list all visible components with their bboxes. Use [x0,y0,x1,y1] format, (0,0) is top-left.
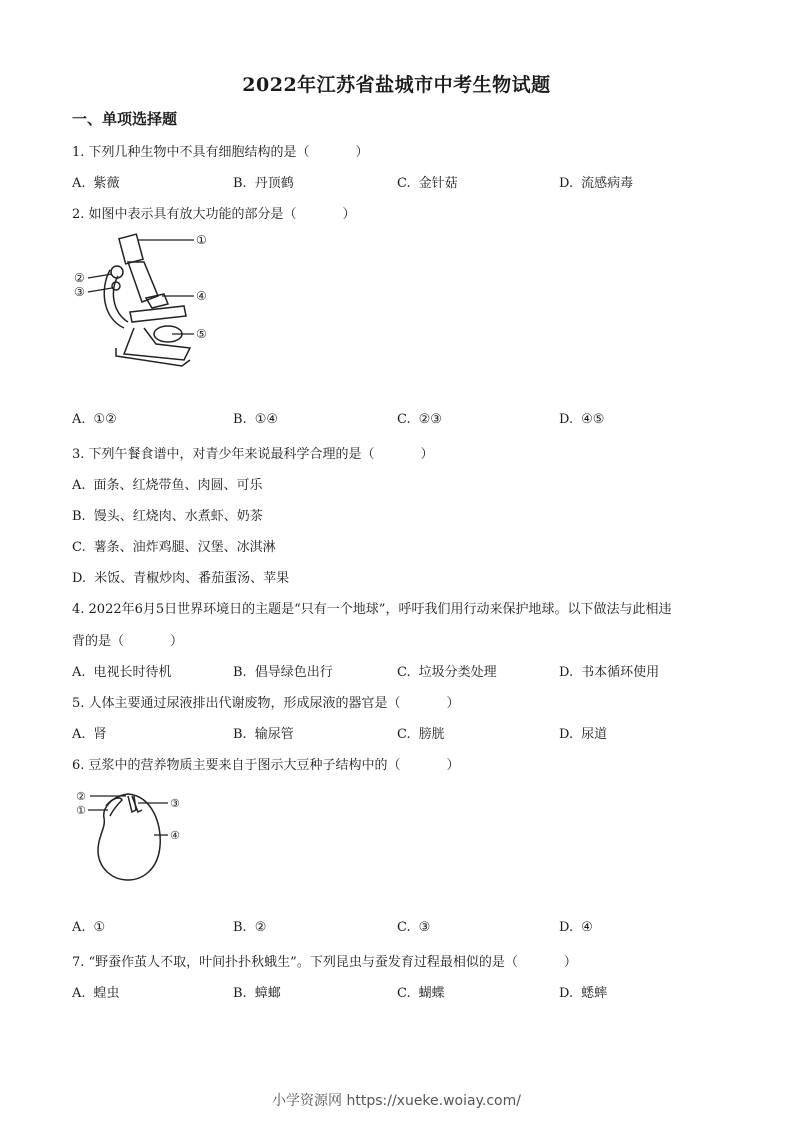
stem-paren: ） [342,207,356,222]
option-letter: C. [72,540,86,555]
option-text: 蟑螂 [254,986,281,1001]
option-letter: A. [72,478,86,493]
option-text: 肾 [93,727,107,742]
stem-text: 7. “野蚕作茧人不取，叶间扑扑秋蛾生”。下列昆虫与蚕发育过程最相似的是（ [72,955,518,970]
question-5-stem [72,692,460,711]
option-text: ③ [418,920,431,935]
option-letter: B. [233,412,247,427]
option-text: 金针菇 [418,176,458,191]
option-text: 倡导绿色出行 [254,665,333,680]
option-a[interactable] [72,982,120,1001]
option-letter: C. [397,727,411,742]
microscope-diagram [72,228,222,368]
option-text: 流感病毒 [581,176,634,191]
option-c[interactable] [397,920,430,935]
option-a[interactable] [72,474,263,493]
option-b[interactable] [72,505,263,524]
svg-text:⑤: ⑤ [196,327,207,341]
stem-text: 2. 如图中表示具有放大功能的部分是（ [72,207,297,222]
option-text: ①② [93,412,117,427]
option-letter: A. [72,412,86,427]
option-letter: B. [72,509,86,524]
stem-text: 背的是（ [72,634,125,649]
option-text: 膀胱 [418,727,445,742]
option-c[interactable] [72,536,276,555]
option-a[interactable] [72,412,117,427]
option-b[interactable] [233,982,281,1001]
option-text: 尿道 [581,727,608,742]
option-a[interactable] [72,172,120,191]
option-letter: D. [559,412,574,427]
option-b[interactable] [233,920,266,935]
option-a[interactable] [72,723,107,742]
option-c[interactable] [397,172,458,191]
svg-text:①: ① [196,233,207,247]
question-2-stem [72,203,356,222]
option-letter: D. [559,920,574,935]
question-4-stem: 4. 2022年6月5日世界环境日的主题是“只有一个地球”，呼吁我们用行动来保护地球。以下做法与此相违 [72,602,672,617]
option-text: 蝗虫 [93,986,120,1001]
option-text: 电视长时待机 [93,665,172,680]
option-text: 丹顶鹤 [254,176,294,191]
option-letter: C. [397,665,411,680]
option-d[interactable] [559,412,604,427]
option-text: 蟋蟀 [581,986,608,1001]
option-text: ④ [581,920,593,935]
option-letter: B. [233,665,247,680]
svg-text:②: ② [76,790,86,803]
option-letter: C. [397,920,411,935]
stem-text: 3. 下列午餐食谱中，对青少年来说最科学合理的是（ [72,447,375,462]
question-7-options [72,982,732,1002]
option-c[interactable] [397,982,445,1001]
soybean-seed-diagram [72,784,192,884]
option-text: 米饭、青椒炒肉、番茄蛋汤、苹果 [94,571,290,586]
option-letter: B. [233,727,247,742]
option-c[interactable] [397,661,497,680]
option-letter: A. [72,665,86,680]
option-d[interactable] [559,661,659,680]
option-b[interactable] [233,723,294,742]
option-text: ④⑤ [581,412,605,427]
option-text: ②③ [418,412,442,427]
question-1-options [72,172,732,192]
option-letter: A. [72,920,86,935]
option-text: 输尿管 [254,727,294,742]
option-letter: D. [559,727,574,742]
stem-paren: ） [355,145,369,160]
stem-text: 5. 人体主要通过尿液排出代谢废物，形成尿液的器官是（ [72,696,401,711]
option-letter: A. [72,986,86,1001]
option-text: ② [254,920,267,935]
footer-watermark: 小学资源网 https://xueke.woiay.com/ [272,1093,521,1109]
stem-paren: ） [420,447,434,462]
option-text: 紫薇 [93,176,120,191]
option-d[interactable] [559,172,633,191]
option-text: 蝴蝶 [418,986,445,1001]
question-4-options [72,661,732,681]
option-c[interactable] [397,412,442,427]
question-6-options [72,920,732,940]
option-text: 面条、红烧带鱼、肉圆、可乐 [93,478,263,493]
option-text: ①④ [254,412,278,427]
page-title: 2022年江苏省盐城市中考生物试题 [242,74,551,96]
option-c[interactable] [397,723,445,742]
option-letter: A. [72,727,86,742]
option-letter: B. [233,986,247,1001]
question-6-stem [72,754,460,773]
section-heading: 一、单项选择题 [72,110,178,128]
option-b[interactable] [233,172,294,191]
option-letter: A. [72,176,86,191]
question-4-stem-line2 [72,630,183,649]
option-a[interactable] [72,920,105,935]
option-a[interactable] [72,661,172,680]
option-letter: D. [559,665,574,680]
svg-text:③: ③ [74,285,85,299]
stem-text: 6. 豆浆中的营养物质主要来自于图示大豆种子结构中的（ [72,758,401,773]
stem-paren: ） [446,758,460,773]
option-d[interactable] [72,567,289,586]
question-3-stem [72,443,434,462]
option-text: 垃圾分类处理 [418,665,497,680]
stem-paren: ） [446,696,460,711]
stem-paren: ） [563,955,577,970]
option-letter: D. [559,176,574,191]
option-b[interactable] [233,412,278,427]
option-text: 薯条、油炸鸡腿、汉堡、冰淇淋 [93,540,276,555]
svg-text:④: ④ [170,829,180,842]
option-letter: C. [397,176,411,191]
option-d[interactable] [559,920,593,935]
option-text: 书本循环使用 [581,665,660,680]
option-b[interactable] [233,661,333,680]
option-text: ① [93,920,106,935]
question-1-stem [72,141,369,160]
svg-text:④: ④ [196,289,207,303]
question-5-options [72,723,732,743]
stem-text: 1. 下列几种生物中不具有细胞结构的是（ [72,145,310,160]
option-letter: B. [233,176,247,191]
svg-text:③: ③ [170,797,180,810]
option-letter: D. [72,571,87,586]
option-letter: C. [397,986,411,1001]
option-text: 馒头、红烧肉、水煮虾、奶茶 [93,509,263,524]
stem-paren: ） [170,634,184,649]
svg-text:②: ② [74,271,85,285]
option-letter: B. [233,920,247,935]
option-letter: C. [397,412,411,427]
question-7-stem [72,951,577,970]
svg-text:①: ① [76,804,86,817]
option-letter: D. [559,986,574,1001]
question-2-options [72,412,732,432]
option-d[interactable] [559,982,607,1001]
option-d[interactable] [559,723,607,742]
